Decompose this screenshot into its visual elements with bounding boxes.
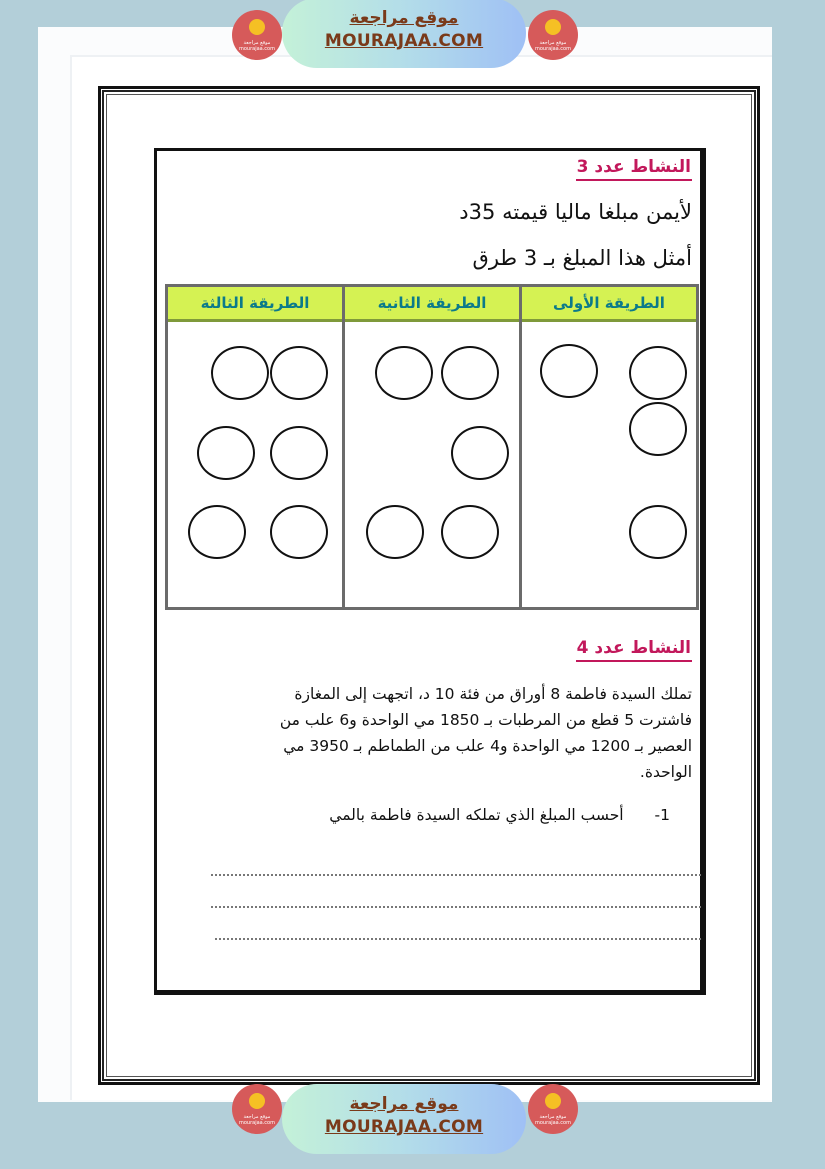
question-number: 1- (654, 806, 670, 824)
answer-line[interactable] (215, 938, 701, 940)
method-column-2 (342, 287, 519, 607)
coin-circle (211, 346, 269, 400)
question-1 (329, 806, 670, 824)
activity-4-title: النشاط عدد 4 (576, 636, 692, 662)
watermark-arabic: موقع مراجعة (349, 1094, 459, 1114)
coin-circle (540, 344, 598, 398)
watermark-banner-bottom[interactable] (282, 1084, 526, 1154)
activity-4-problem (192, 681, 692, 785)
activity-3-title: النشاط عدد 3 (576, 155, 692, 181)
method-body-3 (168, 322, 342, 607)
site-logo-badge[interactable] (232, 1084, 282, 1134)
watermark-domain[interactable]: MOURAJAA.COM (324, 1117, 484, 1137)
method-header-1: الطريقة الأولى (522, 287, 696, 322)
problem-line: العصير بـ 1200 مي الواحدة و4 علب من الطماطم بـ 3950 مي (283, 737, 692, 755)
coin-circle (375, 346, 433, 400)
coin-circle (188, 505, 246, 559)
coin-circle (270, 426, 328, 480)
activity-3-instruction: أمثل هذا المبلغ بـ 3 طرق (472, 246, 692, 270)
method-body-1 (522, 322, 696, 607)
coin-circle (197, 426, 255, 480)
logo-icon (249, 1093, 265, 1109)
problem-line: الواحدة. (639, 763, 692, 781)
method-column-1 (519, 287, 696, 607)
answer-line[interactable] (211, 906, 701, 908)
method-column-3 (168, 287, 342, 607)
coin-circle (441, 346, 499, 400)
method-body-2 (345, 322, 519, 607)
site-logo-badge[interactable] (528, 1084, 578, 1134)
coin-circle (270, 505, 328, 559)
methods-table (165, 284, 699, 610)
coin-circle (629, 402, 687, 456)
coin-circle (451, 426, 509, 480)
badge-caption: موقع مراجعة mourajaa.com (238, 1114, 275, 1126)
coin-circle (366, 505, 424, 559)
problem-line: تملك السيدة فاطمة 8 أوراق من فئة 10 د، اتجهت إلى المغازة (294, 685, 692, 703)
coin-circle (629, 505, 687, 559)
answer-line[interactable] (211, 874, 701, 876)
site-logo-badge[interactable] (528, 10, 578, 60)
logo-icon (249, 19, 265, 35)
problem-line: فاشترت 5 قطع من المرطبات بـ 1850 مي الواحدة و6 علب من (279, 711, 692, 729)
watermark-banner-top[interactable] (282, 0, 526, 68)
badge-caption: موقع مراجعة mourajaa.com (238, 40, 275, 52)
site-logo-badge[interactable] (232, 10, 282, 60)
activity-3-statement: لأيمن مبلغا ماليا قيمته 35د (459, 200, 692, 224)
watermark-arabic: موقع مراجعة (349, 8, 459, 28)
coin-circle (441, 505, 499, 559)
method-header-2: الطريقة الثانية (345, 287, 519, 322)
question-text: أحسب المبلغ الذي تملكه السيدة فاطمة بالمي (329, 806, 624, 824)
logo-icon (545, 19, 561, 35)
badge-caption: موقع مراجعة mourajaa.com (534, 40, 571, 52)
coin-circle (270, 346, 328, 400)
coin-circle (629, 346, 687, 400)
watermark-domain[interactable]: MOURAJAA.COM (324, 31, 484, 51)
badge-caption: موقع مراجعة mourajaa.com (534, 1114, 571, 1126)
worksheet-content (154, 148, 706, 995)
method-header-3: الطريقة الثالثة (168, 287, 342, 322)
logo-icon (545, 1093, 561, 1109)
